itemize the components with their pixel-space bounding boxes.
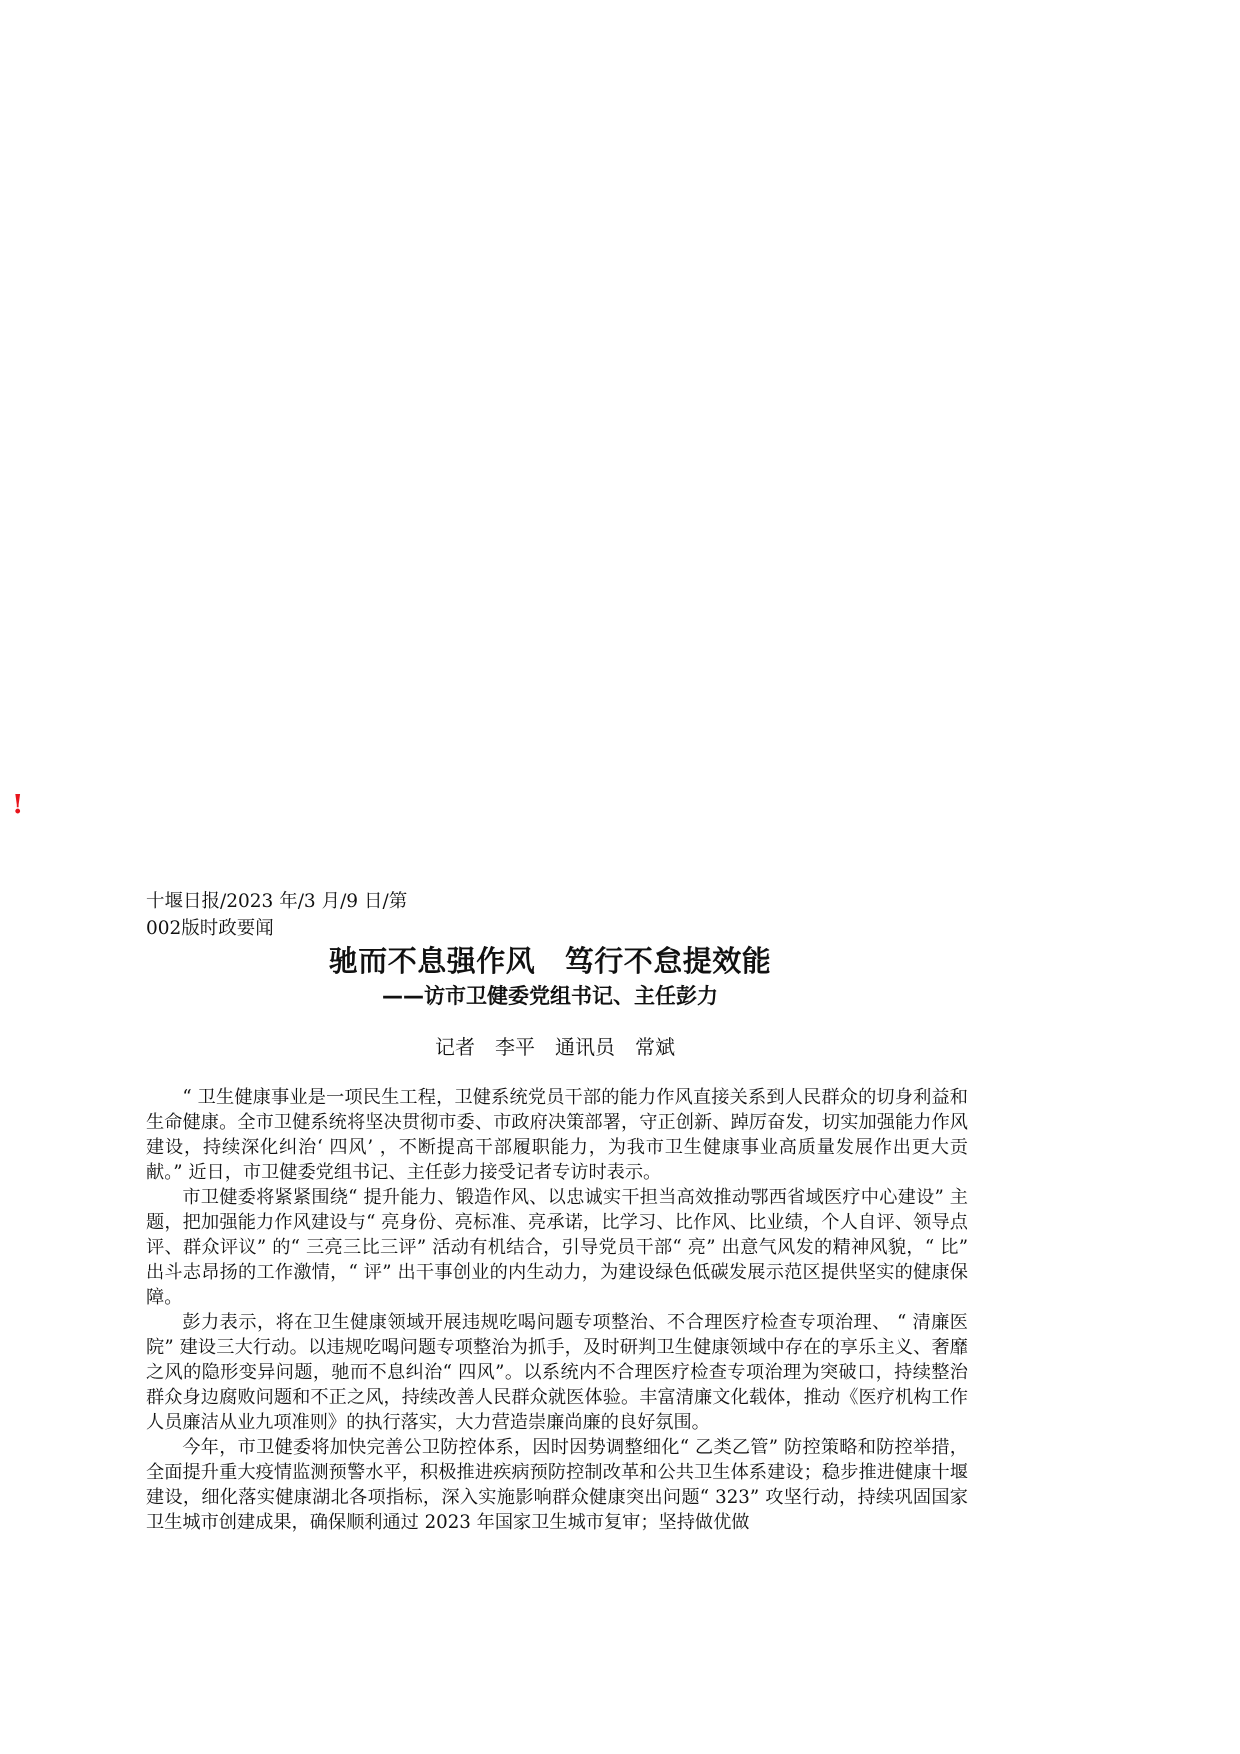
body-paragraph: 今年，市卫健委将加快完善公卫防控体系，因时因势调整细化“ 乙类乙管” 防控策略和防控举措，全面提升重大疫情监测预警水平，积极推进疾病预防控制改革和公共卫生体系建设；稳步推进健康十堰建设，细化落实健康湖北各项指标，深入实施影响群众健康突出问题“ 323” 攻坚行动，持续巩固国家卫生城市创建成果，确保顺利通过 2023 年国家卫生城市复审；坚持做优做 xyxy=(146,1437,968,1533)
body-paragraph: 彭力表示，将在卫生健康领域开展违规吃喝问题专项整治、不合理医疗检查专项治理、 “ 清廉医院” 建设三大行动。以违规吃喝问题专项整治为抓手，及时研判卫生健康领域中存在的享乐主义、奢靡之风的隐形变异问题，驰而不息纠治“ 四风”。以系统内不合理医疗检查专项治理为突破口，持续整治群众身边腐败问题和不正之风，持续改善人民群众就医体验。丰富清廉文化载体，推动《医疗机构工作人员廉洁从业九项准则》的执行落实，大力营造崇廉尚廉的良好氛围。 xyxy=(146,1312,968,1433)
article-subheadline: ——访市卫健委党组书记、主任彭力 xyxy=(382,984,718,1008)
body-paragraph: “ 卫生健康事业是一项民生工程，卫健系统党员干部的能力作风直接关系到人民群众的切身利益和生命健康。全市卫健系统将坚决贯彻市委、市政府决策部署，守正创新、踔厉奋发，切实加强能力作风建设，持续深化纠治‘ 四风’ ，不断提高干部履职能力，为我市卫生健康事业高质量发展作出更大贡献。” 近日，市卫健委党组书记、主任彭力接受记者专访时表示。 xyxy=(146,1087,968,1183)
source-line: 十堰日报/2023 年/3 月/9 日/第 002版时政要闻 xyxy=(146,891,408,939)
byline: 记者 李平 通讯员 常斌 xyxy=(435,1035,675,1059)
article-body xyxy=(146,1085,968,1535)
red-exclamation-mark: ! xyxy=(12,790,24,820)
body-paragraph: 市卫健委将紧紧围绕“ 提升能力、锻造作风、以忠诚实干担当高效推动鄂西省域医疗中心建设” 主题，把加强能力作风建设与“ 亮身份、亮标准、亮承诺，比学习、比作风、比业绩，个人自评、领导点评、群众评议” 的“ 三亮三比三评” 活动有机结合，引导党员干部“ 亮” 出意气风发的精神风貌，“ 比” 出斗志昂扬的工作激情，“ 评” 出干事创业的内生动力，为建设绿色低碳发展示范区提供坚实的健康保障。 xyxy=(146,1187,968,1308)
article-headline: 驰而不息强作风 笃行不怠提效能 xyxy=(328,944,772,978)
